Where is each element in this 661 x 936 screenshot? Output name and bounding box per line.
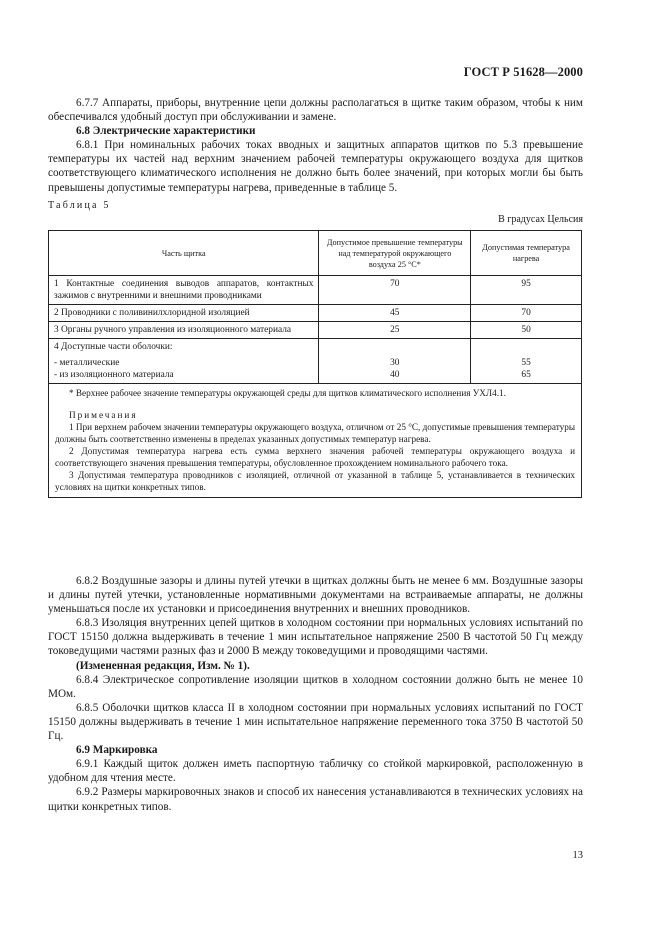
row4-rise2: 40 [390, 370, 400, 380]
table-notes-row [49, 384, 582, 498]
notes-title: Примечания [69, 410, 138, 420]
header-temp: Допустимая температура нагрева [471, 231, 582, 276]
table-cell-part: 3 Органы ручного управления из изоляционного материала [49, 322, 319, 339]
paragraph-6-8-4: 6.8.4 Электрическое сопротивление изоляции щитков в холодном состоянии должно быть не менее 10 МОм. [48, 673, 583, 700]
paragraph-6-8-1: 6.8.1 При номинальных рабочих токах вводных и защитных аппаратов щитков по 5.3 превышение температуры их частей над верхним значением рабочей температуры окружающего воздуха для щитков соответствующего климатического исполнения не должно быть более значений, при которых могли бы быть превышены допустимые температуры нагрева, приведенные в таблице 5. [48, 139, 583, 194]
document-id-header: ГОСТ Р 51628—2000 [463, 65, 583, 79]
note-2: 2 Допустимая температура нагрева есть сумма верхнего значения рабочей температуры окружающего воздуха и соответствующего значения превышения температуры, обусловленное прохождением номинального рабочего тока. [55, 446, 575, 468]
temperature-table [48, 230, 582, 498]
page-number: 13 [572, 850, 583, 861]
section-6-8-intro [48, 96, 583, 195]
table-cell-part [49, 339, 319, 384]
table-cell-rise: 45 [319, 305, 471, 322]
header-part: Часть щитка [49, 231, 319, 276]
table-row [49, 305, 582, 322]
table-caption: Таблица 5 [48, 200, 111, 211]
row4-temp1: 55 [521, 358, 531, 368]
note-3: 3 Допустимая температура проводников с изоляцией, отличной от указанной в таблице 5, устанавливается в технических условиях на щитки конкретных типов. [55, 470, 575, 492]
heading-6-8: 6.8 Электрические характеристики [76, 125, 256, 138]
paragraph-6-7-7: 6.7.7 Аппараты, приборы, внутренние цепи должны располагаться в щитке таким образом, чтобы к ним обеспечивался удобный доступ при обслуживании и замене. [48, 97, 583, 124]
table-row [49, 322, 582, 339]
paragraph-6-8-3: 6.8.3 Изоляция внутренних цепей щитков в холодном состоянии при нормальных условиях испытаний по ГОСТ 15150 должна выдерживать в течение 1 мин испытательное напряжение 2500 В частотой 50 Гц между токоведущими частями разных фаз и 2000 В между токоведущими и проводящими частями. [48, 617, 583, 658]
table-cell-rise: 25 [319, 322, 471, 339]
table-cell-temp: 70 [471, 305, 582, 322]
paragraph-6-8-5: 6.8.5 Оболочки щитков класса II в холодном состоянии при нормальных условиях испытаний по ГОСТ 15150 должны выдерживать в течение 1 мин испытательное напряжение переменного тока 3750 В частотой 50 Гц. [48, 701, 583, 743]
amendment-note: (Измененная редакция, Изм. № 1). [76, 659, 250, 672]
row4-rise1: 30 [390, 358, 400, 368]
paragraph-6-9-2: 6.9.2 Размеры маркировочных знаков и способ их нанесения устанавливаются в технических условиях на щитки конкретных типов. [48, 786, 583, 813]
table-cell-temp: 50 [471, 322, 582, 339]
table-header-row [49, 231, 582, 276]
table-5 [48, 230, 582, 498]
row4-temp2: 65 [521, 370, 531, 380]
note-1: 1 При верхнем рабочем значении температуры окружающего воздуха, отличном от 25 °С, допустимые превышения температуры должны быть соответственно изменены в пределах указанных допустимых температур нагрева. [55, 422, 575, 444]
table-cell-rise: 70 [319, 276, 471, 305]
table-notes [49, 384, 582, 498]
table-row [49, 276, 582, 305]
table-cell-temp: 95 [471, 276, 582, 305]
row4-title: 4 Доступные части оболочки: [54, 342, 173, 352]
paragraph-6-9-1: 6.9.1 Каждый щиток должен иметь паспортную табличку со стойкой маркировкой, расположенную в удобном для чтения месте. [48, 758, 583, 785]
row4-sub2: - из изоляционного материала [54, 370, 174, 380]
table-cell-part: 2 Проводники с поливинилхлоридной изоляцией [49, 305, 319, 322]
table-row [49, 339, 582, 384]
table-cell-temp [471, 339, 582, 384]
table-cell-rise [319, 339, 471, 384]
heading-6-9: 6.9 Маркировка [76, 744, 158, 757]
paragraph-6-8-2: 6.8.2 Воздушные зазоры и длины путей утечки в щитках должны быть не менее 6 мм. Воздушные зазоры и длины путей утечки, установленные нормативными документами на встраиваемые аппараты, не должны уменьшаться после их установки и присоединения внутренних и внешних проводников. [48, 575, 583, 616]
table-cell-part: 1 Контактные соединения выводов аппаратов, контактных зажимов с внутренними и внешними проводниками [49, 276, 319, 305]
section-6-8-continued [48, 574, 583, 814]
table-unit: В градусах Цельсия [498, 214, 583, 225]
header-rise: Допустимое превышение температуры над температурой окружающего воздуха 25 °С* [319, 231, 471, 276]
row4-sub1: - металлические [54, 358, 120, 368]
table-footnote: * Верхнее рабочее значение температуры окружающей среды для щитков климатического исполнения УХЛ4.1. [69, 388, 506, 398]
